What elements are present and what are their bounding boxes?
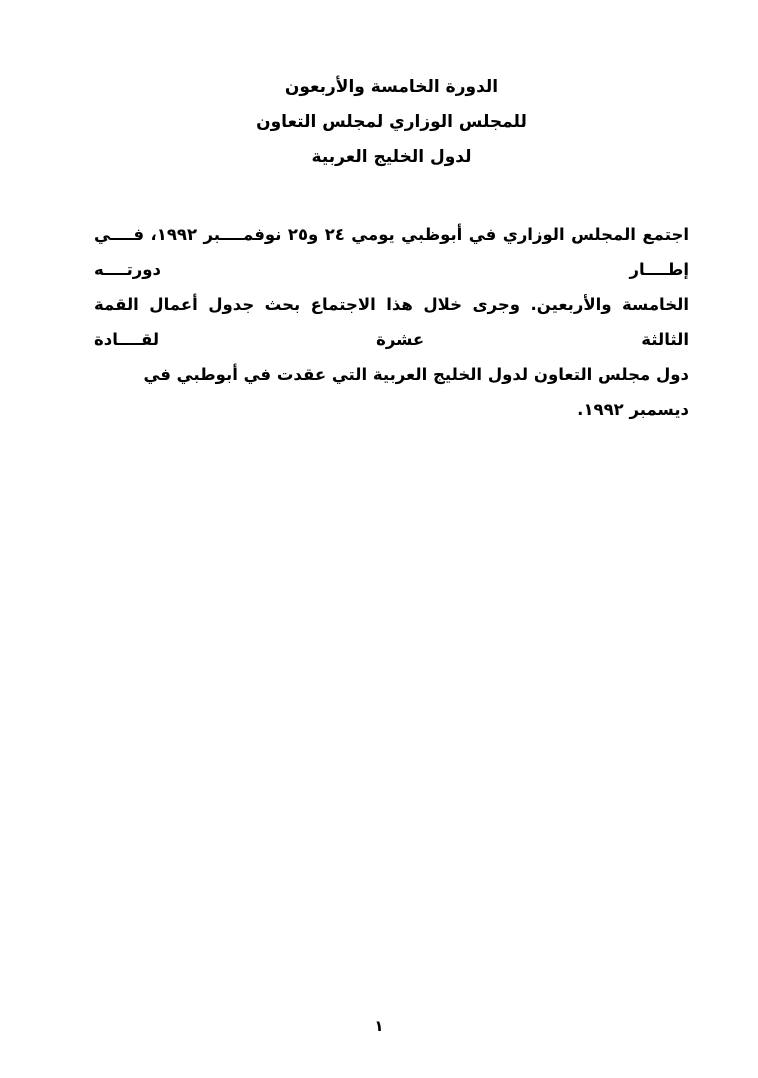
paragraph-line-1: اجتمع المجلس الوزاري في أبوظبي يومي ٢٤ و٢٥ نوفمــــبر ١٩٩٢، فــــي إطــــار دورتــــه	[94, 225, 689, 279]
heading-line-states: لدول الخليج العربية	[311, 147, 472, 167]
heading-line-session: الدورة الخامسة والأربعون	[284, 77, 499, 97]
page-footer	[0, 1015, 758, 1037]
body-paragraph	[94, 217, 689, 427]
document-heading	[94, 70, 689, 175]
page-number: ١	[374, 1017, 384, 1035]
heading-line-council: للمجلس الوزاري لمجلس التعاون	[256, 112, 527, 132]
paragraph-line-3: دول مجلس التعاون لدول الخليج العربية التي عقدت في أبوطبي في ديسمبر ١٩٩٢.	[143, 365, 689, 419]
paragraph-line-2: الخامسة والأربعين. وجرى خلال هذا الاجتماع بحث جدول أعمال القمة الثالثة عشرة لقــــادة	[94, 295, 689, 349]
